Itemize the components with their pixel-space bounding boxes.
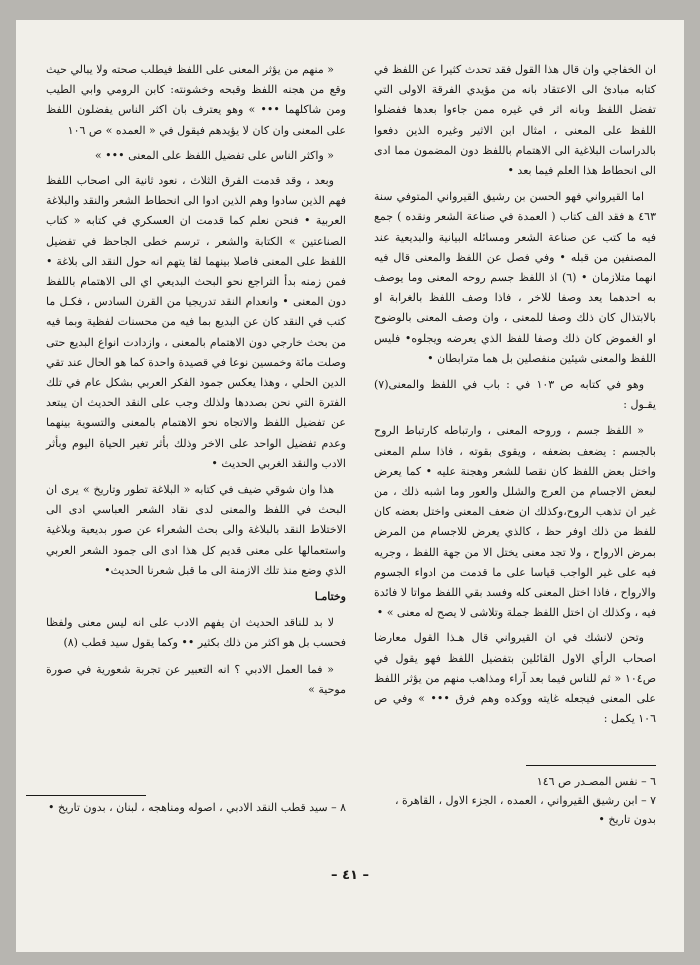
paragraph: ان الخفاجي وان قال هذا القول فقد تحدث كثيرا عن اللفظ في كتابه مبادئ الى الاعتقاد بانه من مؤيدي الفرقة الاولى التي تفضل اللفظ وبانه اثر في غيره ممن جاءوا بعدها ففضلوا اللفظ على المعنى ، امثال ابن الاثير وغيره الذين دفعوا بالدراسات البلاغية الى الاهتمام باللفظ دون المضمون مما ادى الى انحطاط هذا العلم فيما بعد •: [374, 63, 656, 178]
paragraph: وبعد ، وقد قدمت الفرق الثلاث ، نعود ثانية الى اصحاب اللفظ فهم الذين سادوا وهم الذين ادوا الى انحطاط الشعر والنقد والبلاغة العربية • فنحن نعلم كما قدمت ان العسكري في كتابه « كتاب الصناعتين » الكتابة والشعر ، ترسم خطى الجاحظ في تفضيل اللفظ على المعنى فاصلا بينهما لقا يتهم انه حول النقد الى بلاغة • فمن زمنه بدأ التراجع نحو البحث البديعي اي الى الاهتمام باللفظ دون المعنى • وانعدام النقد تدريجيا من القرن السادس ، فكـل ما كتب في النقد كان عن البديع بما فيه من محسنات لفظية وبما فيه من بحث خارجي دون الاهتمام بالمعنى ، وازدادت انواع البديع حتى وصلت مائة وخمسين نوعا في قصيدة واحدة كما هو الحال عند تقي الدين الحلي ، وهذا يعكس جمود الفكر العربي بشكل عام في تلك الفترة التي نحن بصددها ولذلك وجب على النقد الحديث ان يبتعد عن تفضيل اللفظ والاتجاه نحو الاهتمام بالمعنى والتسوية بينهما وعدم تفضيل الواحد على الاخر وذلك بأثر تغير الحياة اليوم وبأثر الادب والنقد الغربي الحديث •: [46, 174, 346, 470]
footnote: ٧ – ابن رشيق القيرواني ، العمده ، الجزء الاول ، القاهرة ، بدون تاريخ •: [394, 794, 656, 826]
book-page: [16, 20, 684, 952]
paragraph: اما القيرواني فهو الحسن بن رشيق القيرواني المتوفي سنة ٤٦٣ ﻫ فقد الف كتاب ( العمدة في صناعة الشعر ونقده ) جمع فيه ما كتب عن صناعة الشعر ومسائله البيانية والبديعية عند المصنفين من قبله • وفي فصل عن اللفظ والمعنى قال فيه انهما متلازمان • (٦) اذ اللفظ جسم روحه المعنى وما يوصف به احدهما يعد وصفا للاخر ، فاذا وصف اللفظ بالغرابة او بالابتذال كان ذلك وصفا للمعنى ، وان وصف المعنى بالوضوح او الغموض كان ذلك وصفا للفظ الذي يعرضه ويجلوه• فليس اللفظ والمعنى شيئين منفصلين بل هما مترابطان •: [374, 190, 656, 365]
quotation: « منهم من يؤثر المعنى على اللفظ فيطلب صحته ولا يبالي حيث وقع من هجنه اللفظ وقبحه وخشونته: كابن الرومي وابي الطيب ومن شاكلهما ••• » وهو يعترف بان اكثر الناس يفضلون اللفظ على المعنى وان كان لا يؤيدهم فيقول في « العمده » ص ١٠٦: [46, 63, 346, 137]
paragraph: لا بد للناقد الحديث ان يفهم الادب على انه ليس معنى ولفظا فحسب بل هو اكثر من ذلك بكثير •• وكما يقول سيد قطب (٨): [46, 616, 346, 650]
footnotes-right: [374, 772, 656, 829]
quotation: « فما العمل الادبي ؟ انه التعبير عن تجربة شعورية في صورة موحية »: [46, 662, 346, 696]
footnote: ٦ – نفس المصـدر ص ١٤٦: [536, 775, 656, 788]
footnotes-left: [46, 798, 346, 817]
section-heading: وختامـا: [314, 590, 346, 604]
paragraph: وهو في كتابه ص ١٠٣ في : باب في اللفظ والمعنى(٧) يقـول :: [374, 378, 656, 412]
right-column: [374, 60, 656, 736]
left-column: [46, 60, 346, 705]
quotation: « واكثر الناس على تفضيل اللفظ على المعنى ••• »: [94, 148, 334, 162]
paragraph: هذا وان شوقي ضيف في كتابه « البلاغة تطور وتاريخ » يرى ان البحث في اللفظ والمعنى لدى نقاد الشعر العباسي ادى الى الاختلاط النقد بالبلاغة والى بحث الشعراء عن صور بديعية وبلاغية واستعمالها على معنى قديم كل هذا ادى الى جمود الشعر العربي الذي وضع منذ تلك الازمنة الى ما قبل شعرنا الحديث•: [46, 483, 346, 577]
footnote-divider: [26, 795, 146, 796]
quotation: « اللفظ جسم ، وروحه المعنى ، وارتباطه كارتباط الروح بالجسم : يضعف بضعفه ، ويقوى بقوته ، فاذا سلم المعنى واختل بعض اللفظ كان نقصا للشعر وهجنة عليه • كما يعرض لبعض الاجسام من العرج والشلل والعور وما اشبه ذلك ، من غير ان تذهب الروح،وكذلك ان ضعف المعنى واختل بعضه كان للفظ من ذلك اوفر حظ ، كالذي يعرض للاجسام من المرض بمرض الارواح ، ولا تجد معنى يختل الا من جهة اللفظ ، وجريه فيه على غير الواجب قياسا على ما قدمت من ادواء الجسوم والارواح ، فاذا اختل المعنى كله وفسد بقي اللفظ مواتا لا فائدة فيه ، وكذلك ان اختل اللفظ جملة وتلاشى لا يصح له معنى » •: [374, 424, 656, 620]
footnote: ٨ – سيد قطب النقد الادبي ، اصوله ومناهجه ، لبنان ، بدون تاريخ •: [48, 801, 346, 814]
footnote-divider: [526, 765, 656, 766]
page-number: – ٤١ –: [331, 868, 369, 883]
paragraph: وتحن لانشك في ان القيرواني قال هـذا القول معارضا اصحاب الرأي الاول القائلين بتفضيل اللفظ فهو يقول في ص١٠٤ « ثم للناس فيما بعد آراء ومذاهب منهم من يؤثر اللفظ على المعنى فيجعله غايته ووكده وهم فرق ••• » وفي ص ١٠٦ يكمل :: [374, 631, 656, 726]
